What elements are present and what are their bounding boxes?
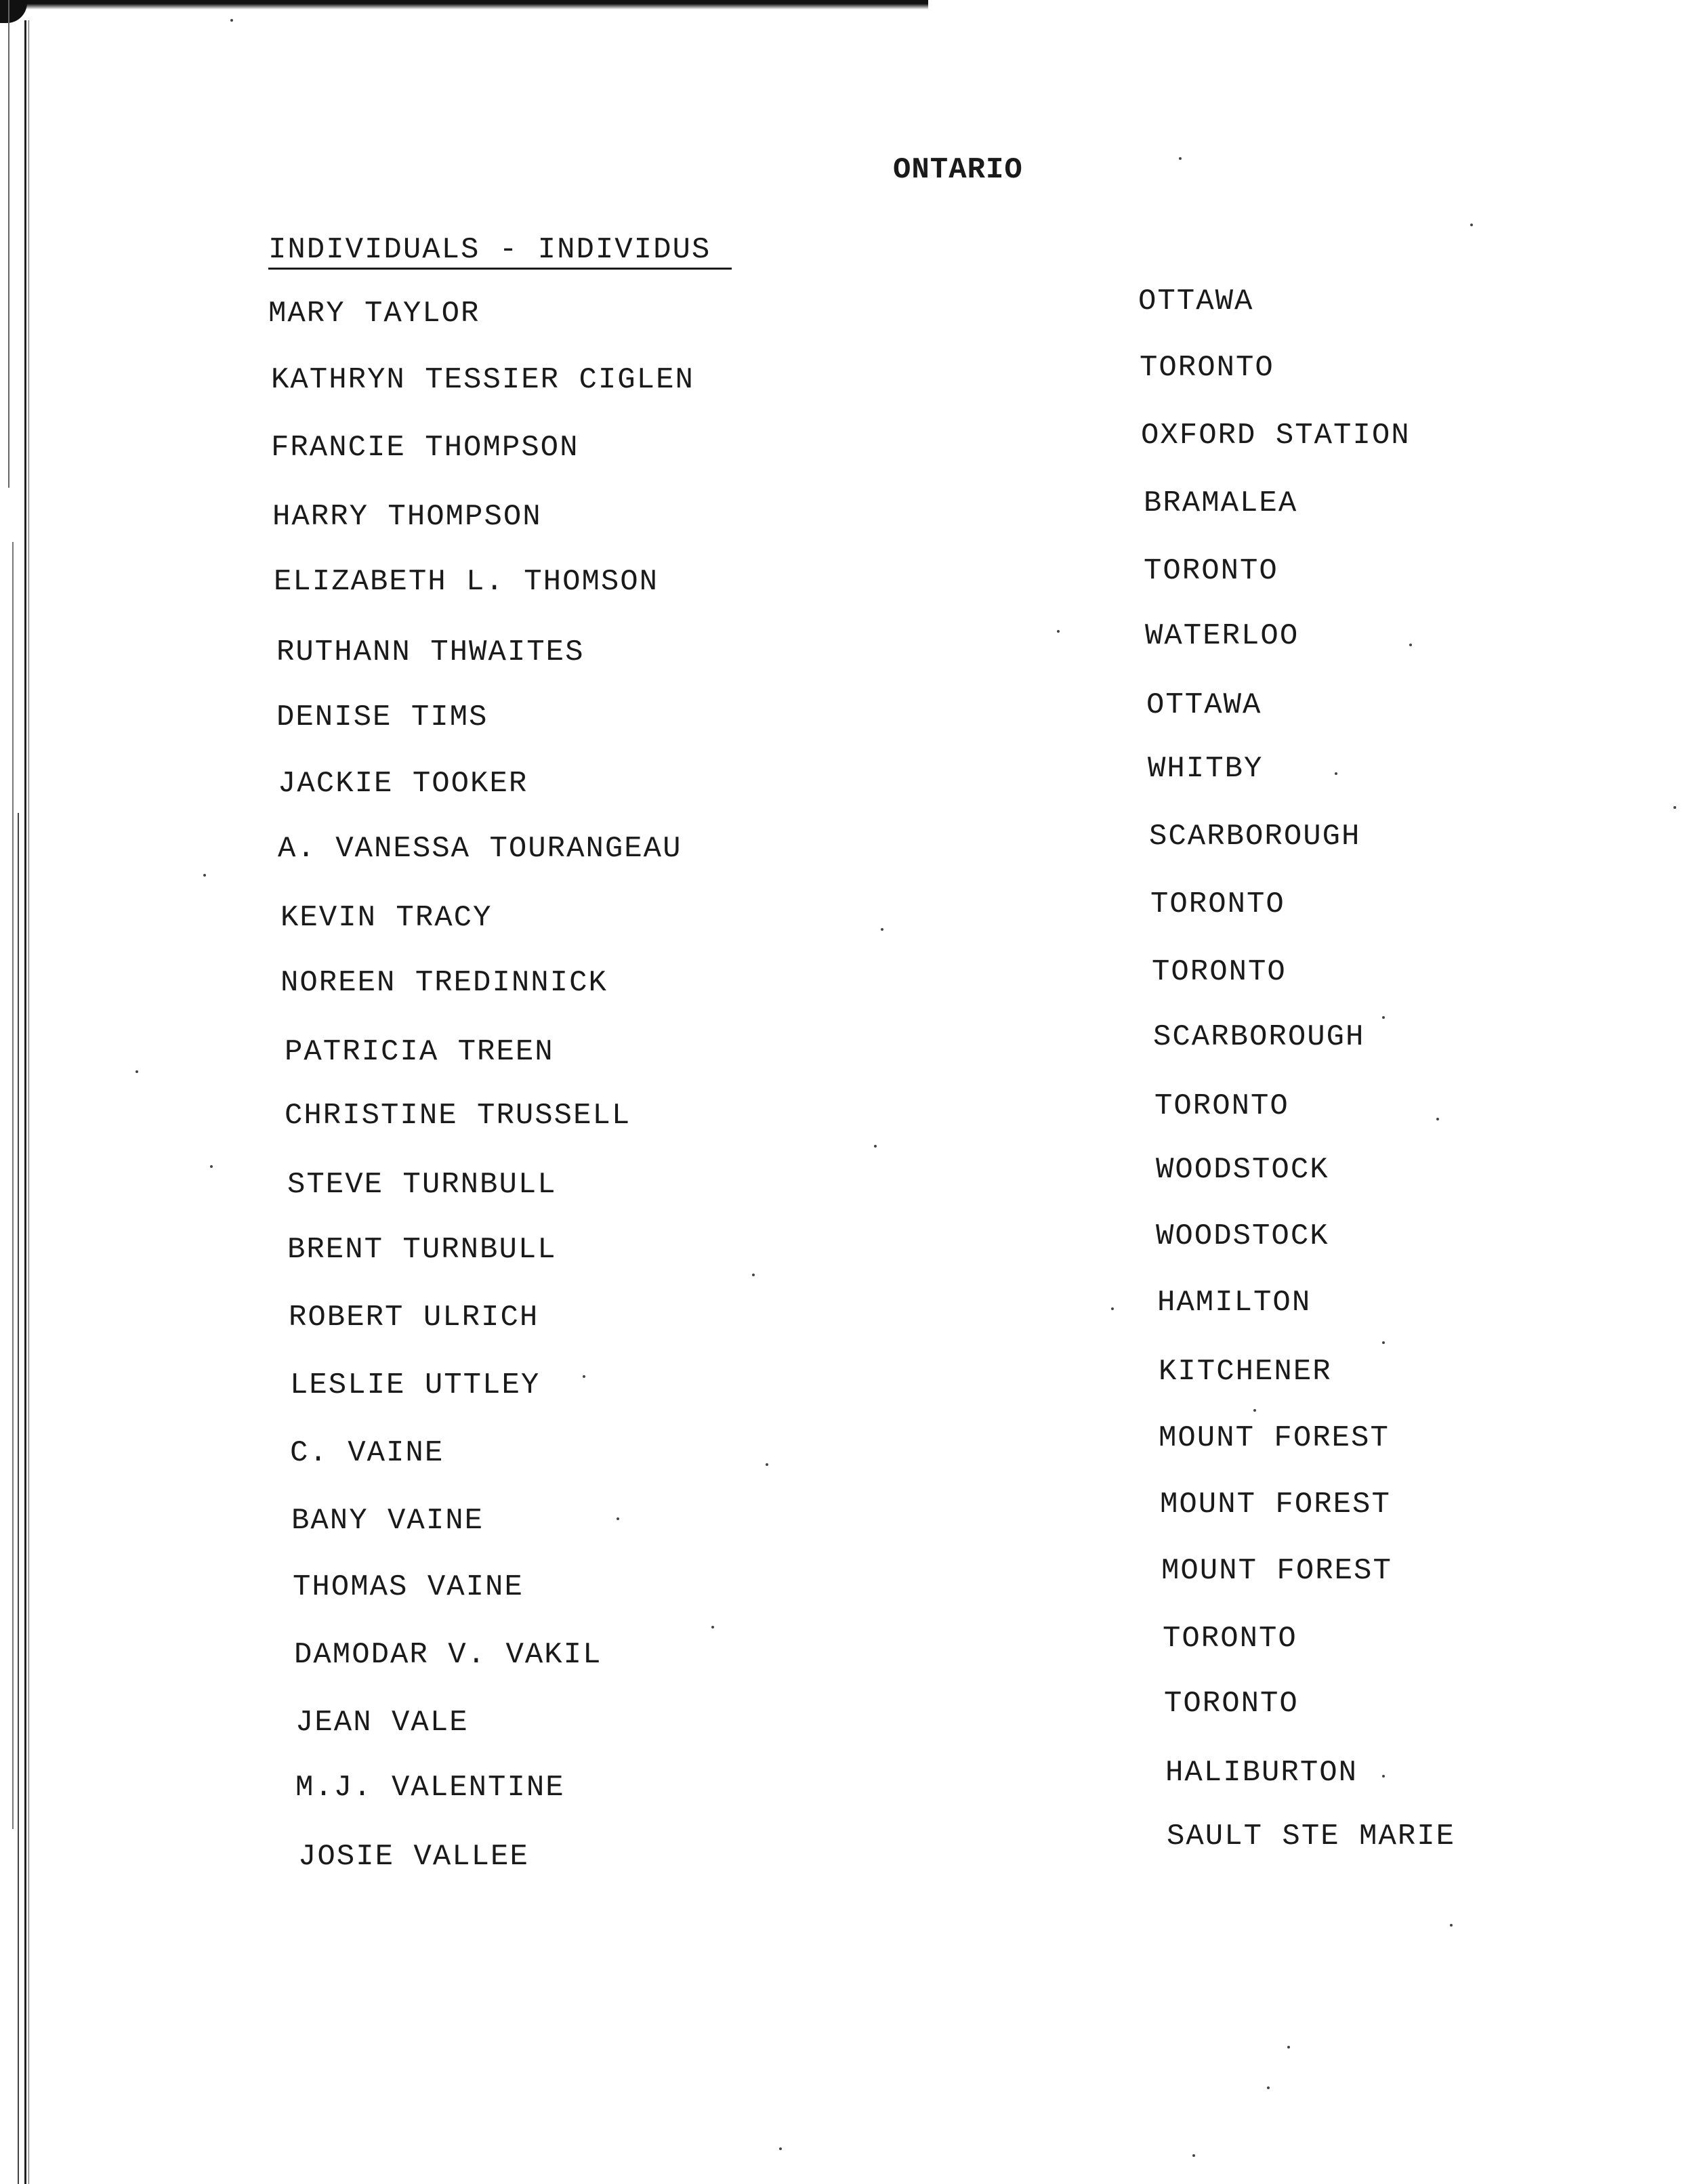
scan-speck <box>210 1165 213 1168</box>
entry-name: C. VAINE <box>290 1436 444 1470</box>
entry-name: ELIZABETH L. THOMSON <box>274 565 659 599</box>
entry-city: SCARBOROUGH <box>1149 820 1361 854</box>
scan-speck <box>1267 2086 1270 2089</box>
scan-speck <box>752 1274 755 1276</box>
entry-name: LESLIE UTTLEY <box>290 1368 541 1402</box>
scan-speck <box>1111 1307 1114 1310</box>
entry-name: PATRICIA TREEN <box>285 1035 554 1069</box>
scan-speck <box>1450 1924 1453 1927</box>
scan-speck <box>1382 1016 1385 1019</box>
entry-city: TORONTO <box>1150 887 1285 921</box>
entry-name: KATHRYN TESSIER CIGLEN <box>271 363 694 397</box>
scan-speck <box>1192 2154 1195 2157</box>
entry-city: SCARBOROUGH <box>1153 1020 1365 1054</box>
scan-speck <box>1409 644 1412 646</box>
entry-name: DAMODAR V. VAKIL <box>294 1638 602 1672</box>
scan-speck <box>1673 806 1676 809</box>
scan-speck <box>779 2147 782 2150</box>
entry-city: TORONTO <box>1154 1089 1289 1123</box>
scan-speck <box>1179 157 1182 160</box>
entry-city: SAULT STE MARIE <box>1167 1820 1456 1853</box>
scan-speck <box>1287 2046 1290 2049</box>
entry-name: JACKIE TOOKER <box>278 767 528 801</box>
entry-name: MARY TAYLOR <box>268 297 480 331</box>
entry-city: WHITBY <box>1148 752 1264 786</box>
entry-name: JEAN VALE <box>295 1706 469 1740</box>
page-title: ONTARIO <box>893 153 1023 187</box>
entry-city: HALIBURTON <box>1165 1756 1358 1790</box>
entry-name: JOSIE VALLEE <box>298 1840 529 1874</box>
entry-name: BANY VAINE <box>291 1504 484 1538</box>
entry-city: TORONTO <box>1140 351 1274 385</box>
scan-speck <box>1382 1341 1385 1344</box>
entry-city: MOUNT FOREST <box>1160 1488 1391 1521</box>
scan-speck <box>766 1463 768 1466</box>
entry-name: KEVIN TRACY <box>280 901 493 935</box>
entry-city: TORONTO <box>1163 1622 1297 1656</box>
scan-speck <box>617 1517 619 1520</box>
binding-edge-line <box>8 0 9 488</box>
scan-speck <box>583 1375 585 1378</box>
scan-speck <box>881 928 883 931</box>
scan-speck <box>1335 772 1337 775</box>
entry-name: STEVE TURNBULL <box>287 1168 557 1202</box>
entry-city: TORONTO <box>1164 1687 1299 1721</box>
entry-name: THOMAS VAINE <box>293 1570 524 1604</box>
binding-edge-line <box>24 20 26 2184</box>
entry-city: TORONTO <box>1152 955 1287 989</box>
entry-city: MOUNT FOREST <box>1159 1421 1390 1455</box>
entry-city: WOODSTOCK <box>1156 1153 1329 1187</box>
section-heading-underline <box>268 268 732 270</box>
scan-speck <box>136 1070 138 1073</box>
scan-speck <box>203 874 206 877</box>
entry-city: BRAMALEA <box>1144 486 1298 520</box>
binding-edge-line <box>18 813 19 2184</box>
scan-speck <box>1253 1409 1256 1412</box>
entry-city: MOUNT FOREST <box>1161 1554 1392 1588</box>
binding-edge-line <box>12 542 14 1829</box>
entry-city: OTTAWA <box>1138 285 1254 318</box>
scan-speck <box>1382 1775 1385 1778</box>
entry-name: RUTHANN THWAITES <box>276 635 585 669</box>
entry-name: HARRY THOMPSON <box>272 500 542 534</box>
scan-speck <box>874 1145 877 1148</box>
entry-city: WOODSTOCK <box>1156 1219 1329 1253</box>
entry-name: NOREEN TREDINNICK <box>280 966 608 1000</box>
section-heading: INDIVIDUALS - INDIVIDUS <box>268 233 711 267</box>
entry-city: OTTAWA <box>1146 688 1262 722</box>
scan-speck <box>1436 1118 1439 1120</box>
scan-speck <box>1057 630 1060 633</box>
entry-city: HAMILTON <box>1157 1286 1312 1320</box>
entry-city: KITCHENER <box>1159 1355 1332 1389</box>
scan-speck <box>711 1626 714 1629</box>
entry-name: ROBERT ULRICH <box>289 1301 539 1335</box>
entry-name: FRANCIE THOMPSON <box>271 431 579 465</box>
entry-city: OXFORD STATION <box>1141 419 1411 453</box>
entry-city: TORONTO <box>1144 554 1278 588</box>
scan-speck <box>230 19 233 22</box>
entry-name: M.J. VALENTINE <box>295 1771 565 1805</box>
binding-edge-line <box>28 20 29 2184</box>
scan-speck <box>1470 224 1473 226</box>
entry-city: WATERLOO <box>1145 619 1299 653</box>
entry-name: CHRISTINE TRUSSELL <box>285 1099 631 1133</box>
entry-name: BRENT TURNBULL <box>287 1233 557 1267</box>
entry-name: A. VANESSA TOURANGEAU <box>278 832 682 866</box>
entry-name: DENISE TIMS <box>276 700 488 734</box>
